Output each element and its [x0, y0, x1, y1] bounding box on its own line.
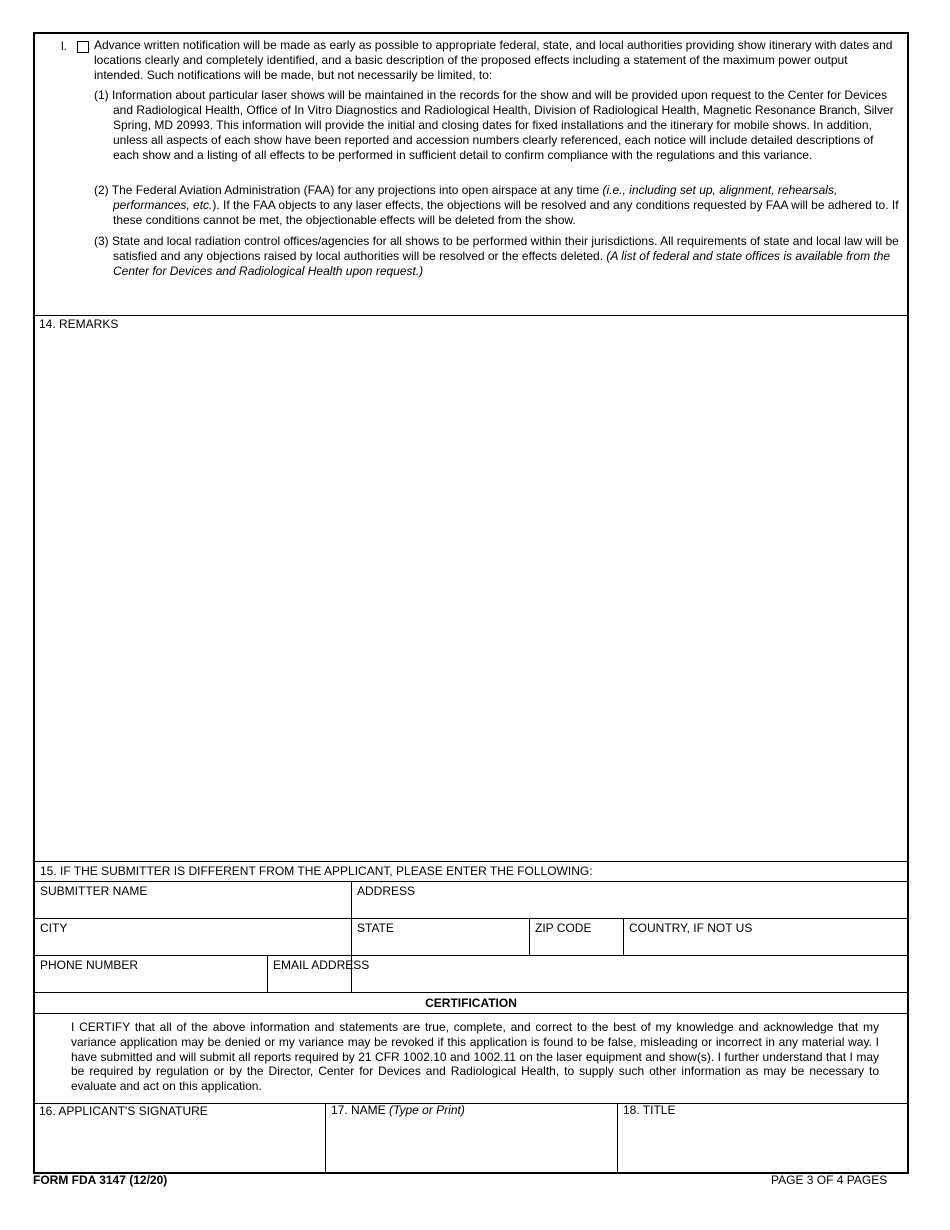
item-l-section	[35, 34, 907, 316]
item-l-sub2-italic: (i.e., including set up, alignment, rehearsals, performances, etc.	[113, 183, 838, 212]
state-label: STATE	[357, 921, 394, 935]
address-field[interactable]	[352, 882, 907, 918]
item-l-sub1: (1) Information about particular laser shows will be maintained in the records for the show and will be provided upon request to the Center for Devices and Radiological Health, Office of In Vitro Diagnostics and Radiological Health, Division of Radiological Health, Magnetic Resonance Branch, Silver Spring, MD 20993. This information will provide the initial and closing dates for fixed installations and the itinerary for mobile shows. In addition, unless all aspects of each show have been reported and accession numbers clearly referenced, each notice will include detailed descriptions of each show and a listing of all effects to be performed in sufficient detail to confirm compliance with the regulations and this variance.	[94, 88, 894, 162]
phone-number-label: PHONE NUMBER	[40, 958, 139, 972]
divider	[35, 1013, 907, 1014]
country-label: COUNTRY, IF NOT US	[629, 921, 753, 935]
email-address-label: EMAIL ADDRESS	[273, 958, 370, 972]
remarks-label: 14. REMARKS	[39, 317, 119, 331]
form-id: FORM FDA 3147 (12/20)	[33, 1173, 168, 1187]
city-field[interactable]	[35, 919, 351, 955]
zip-code-label: ZIP CODE	[535, 921, 592, 935]
remarks-field[interactable]	[35, 316, 907, 862]
title-label: 18. TITLE	[623, 1103, 676, 1117]
certification-text: I CERTIFY that all of the above information and statements are true, complete, and correct to the best of my knowledge and acknowledge that my variance application may be denied or my variance may be revoked if this application is found to be false, misleading or incorrect in any material way. I have submitted and will submit all reports required by 21 CFR 1002.10 and 1002.11 on the laser equipment and show(s). I further understand that I may be required by regulation or by the Director, Center for Devices and Radiological Health, to supply such other information as may be necessary to evaluate and act on this application.	[71, 1020, 879, 1094]
applicant-name-label-text: 17. NAME	[331, 1103, 390, 1117]
item-l-sub2-text-a: (2) The Federal Aviation Administration (FAA) for any projections into open airspace at any time	[94, 183, 603, 197]
applicant-name-label	[331, 1103, 465, 1117]
item-l-sub3	[94, 234, 900, 279]
certification-heading: CERTIFICATION	[425, 996, 517, 1010]
submitter-heading: 15. IF THE SUBMITTER IS DIFFERENT FROM THE APPLICANT, PLEASE ENTER THE FOLLOWING:	[40, 864, 593, 878]
submitter-name-label: SUBMITTER NAME	[40, 884, 148, 898]
item-l-checkbox[interactable]	[77, 41, 89, 53]
item-l-sub3-text-a: (3) State and local radiation control offices/agencies for all shows to be performed within their jurisdictions. All requirements of state and local law will be satisfied and any objections raised by local authorities will be resolved or the effects deleted.	[94, 234, 899, 263]
city-label: CITY	[40, 921, 68, 935]
item-l-text: Advance written notification will be made as early as possible to appropriate federal, state, and local authorities providing show itinerary with dates and locations clearly and completely identified, and a basic description of the proposed effects including a statement of the maximum power output intended. Such notifications will be made, but not necessarily be limited, to:	[94, 38, 893, 82]
form-page	[33, 32, 909, 1174]
item-l-sub3-italic: (A list of federal and state offices is available from the Center for Devices and Radiological Health upon request.)	[113, 249, 891, 278]
item-l-sub2-text-b: ). If the FAA objects to any laser effects, the objections will be resolved and any conditions requested by FAA will be adhered to. If these conditions cannot be met, the objectionable effects will be deleted from the show.	[113, 198, 899, 227]
address-label: ADDRESS	[357, 884, 416, 898]
applicant-signature-label: 16. APPLICANT'S SIGNATURE	[39, 1104, 208, 1118]
page-number: PAGE 3 OF 4 PAGES	[771, 1173, 888, 1187]
divider	[35, 861, 907, 862]
item-l-letter: l.	[61, 39, 67, 53]
divider	[35, 992, 907, 993]
applicant-name-hint: (Type or Print)	[389, 1103, 465, 1117]
item-l-sub2	[94, 183, 900, 228]
